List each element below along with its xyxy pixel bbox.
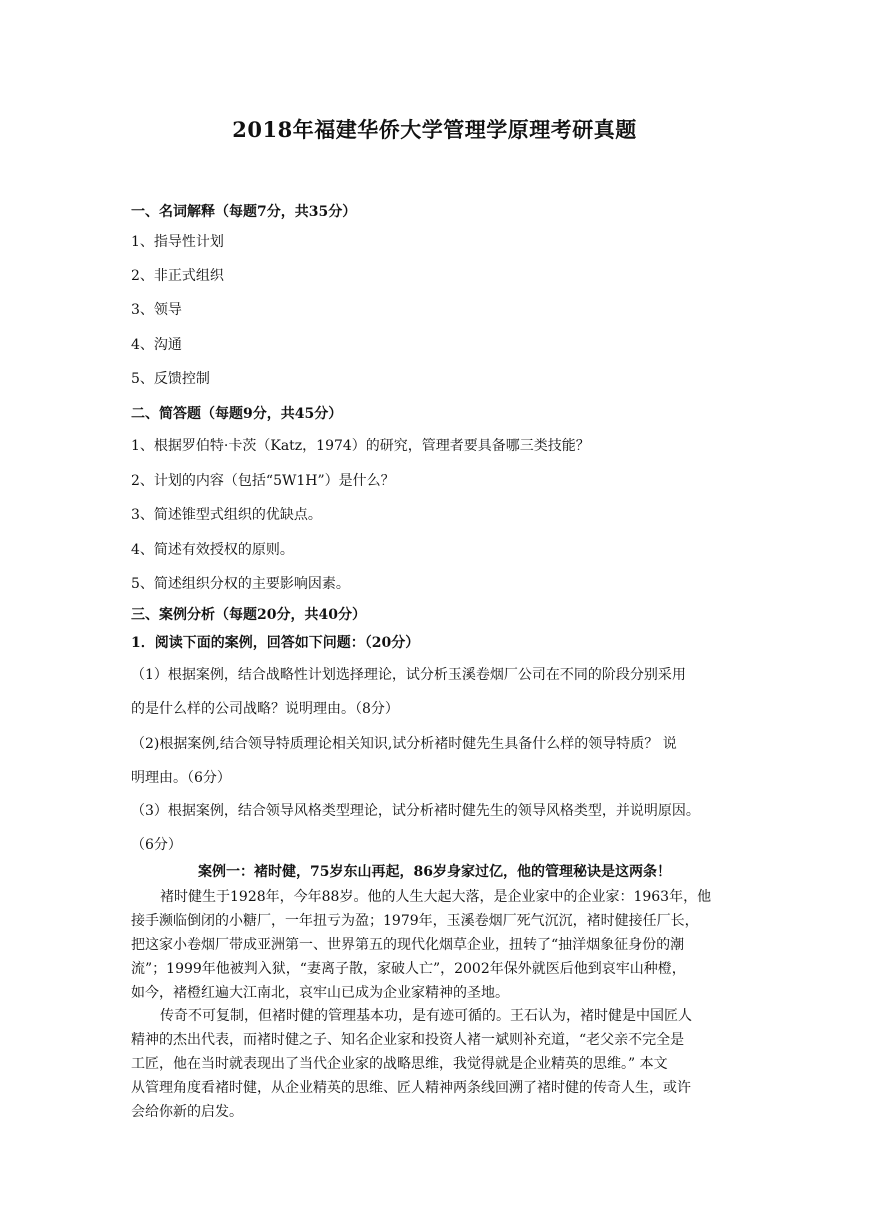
- case-paragraph-2: [131, 1004, 737, 1124]
- case-paragraph-2-line: 从管理角度看褚时健，从企业精英的思维、匠人精神两条线回溯了褚时健的传奇人生，或许: [131, 1080, 691, 1096]
- page-title: 2018年福建华侨大学管理学原理考研真题: [232, 117, 637, 142]
- section2-item-5: 5、简述组织分权的主要影响因素。: [131, 576, 350, 592]
- question-2-line-2: 明理由。（6分）: [131, 770, 231, 786]
- section1-item-3: 3、领导: [131, 302, 182, 318]
- section3-heading: 三、案例分析（每题20分，共40分）: [131, 607, 366, 623]
- case-paragraph-2-line: 工匠，他在当时就表现出了当代企业家的战略思维，我觉得就是企业精英的思维。” 本文: [131, 1056, 668, 1072]
- section1-item-5: 5、反馈控制: [131, 371, 210, 387]
- section2-item-1: 1、根据罗伯特·卡茨（Katz，1974）的研究，管理者要具备哪三类技能？: [131, 438, 590, 454]
- section1-heading: 一、名词解释（每题7分，共35分）: [131, 204, 357, 220]
- case-paragraph-2-line: 精神的杰出代表，而褚时健之子、知名企业家和投资人褚一斌则补充道，“老父亲不完全是: [131, 1032, 685, 1048]
- section2-item-3: 3、简述锥型式组织的优缺点。: [131, 507, 322, 523]
- question-3-line-1: （3）根据案例，结合领导风格类型理论，试分析褚时健先生的领导风格类型，并说明原因。: [131, 803, 700, 819]
- case-paragraph-1: [131, 885, 737, 1005]
- section2-item-2: 2、计划的内容（包括“5W1H”）是什么？: [131, 473, 395, 489]
- section1-item-4: 4、沟通: [131, 337, 182, 353]
- case-paragraph-1-line: 褚时健生于1928年，今年88岁。他的人生大起大落，是企业家中的企业家：1963年，他: [160, 889, 712, 905]
- question-heading: 1．阅读下面的案例，回答如下问题：（20分）: [131, 635, 420, 651]
- case-paragraph-2-line: 传奇不可复制，但褚时健的管理基本功，是有迹可循的。王石认为，褚时健是中国匠人: [160, 1008, 692, 1024]
- question-2-line-1: （2)根据案例,结合领导特质理论相关知识,试分析褚时健先生具备什么样的领导特质？ 说: [131, 736, 677, 752]
- case-paragraph-1-line: 把这家小卷烟厂带成亚洲第一、世界第五的现代化烟草企业，扭转了“抽洋烟象征身份的潮: [131, 937, 685, 953]
- question-1-line-2: 的是什么样的公司战略？说明理由。（8分）: [131, 701, 399, 717]
- case-paragraph-2-line: 会给你新的启发。: [131, 1104, 243, 1120]
- case-paragraph-1-line: 接手濒临倒闭的小糖厂，一年扭亏为盈；1979年，玉溪卷烟厂死气沉沉，褚时健接任厂长，: [131, 913, 699, 929]
- case-paragraph-1-line: 如今，褚橙红遍大江南北，哀牢山已成为企业家精神的圣地。: [131, 985, 509, 1001]
- case-paragraph-1-line: 流”；1999年他被判入狱，“妻离子散，家破人亡”，2002年保外就医后他到哀牢山种橙，: [131, 961, 686, 977]
- section1-item-1: 1、指导性计划: [131, 234, 224, 250]
- section1-item-2: 2、非正式组织: [131, 268, 224, 284]
- section2-heading: 二、简答题（每题9分，共45分）: [131, 406, 343, 422]
- question-3-line-2: （6分）: [131, 837, 182, 853]
- case-title: 案例一：褚时健，75岁东山再起，86岁身家过亿，他的管理秘诀是这两条！: [198, 864, 671, 880]
- question-1-line-1: （1）根据案例，结合战略性计划选择理论，试分析玉溪卷烟厂公司在不同的阶段分别采用: [131, 667, 686, 683]
- section2-item-4: 4、简述有效授权的原则。: [131, 542, 294, 558]
